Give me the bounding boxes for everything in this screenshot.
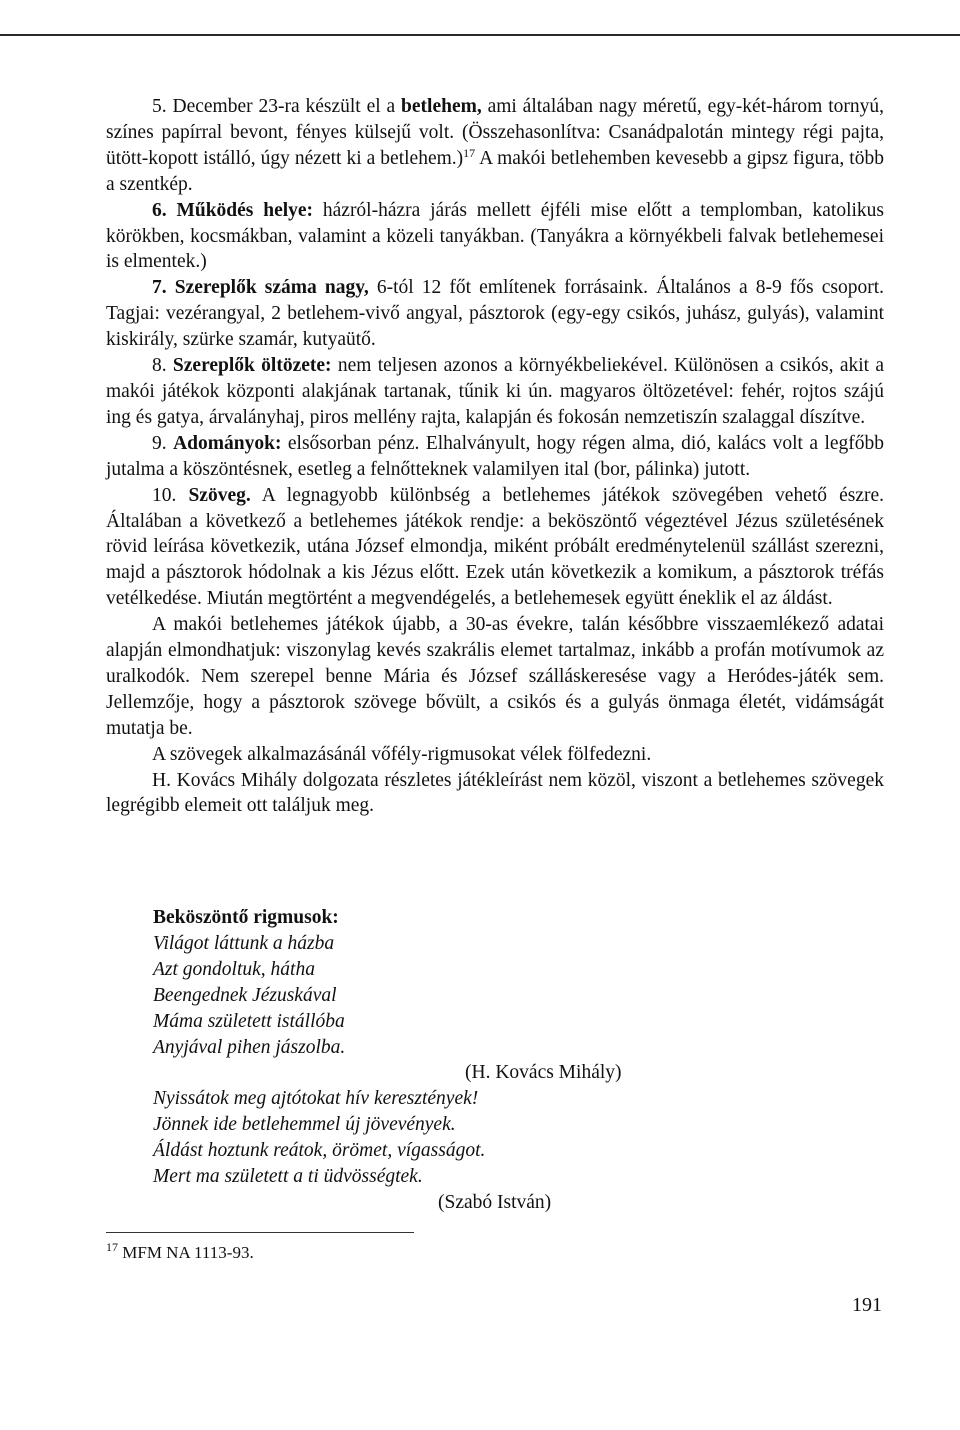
bold-term: Szereplők öltözete:	[172, 355, 332, 377]
bold-term: Adományok:	[173, 432, 282, 454]
verse-line: Máma született istállóba	[153, 1010, 345, 1032]
text-span: nem teljesen azonos a környékbeliekével. Különösen a csikós, akit a makói játékok központi alakjának tartanak, tűnik ki ún. magyaros öltözetével: fehér, rojtos szájú ing és gatya, árvalányhaj, piros mellény rajta, kalapján és fokosán nemzetiszín szalaggal díszítve.	[106, 355, 885, 428]
paragraph-10	[106, 483, 884, 613]
footnote-ref[interactable]: 17	[463, 145, 476, 160]
footnote-rule	[106, 1232, 414, 1233]
text-span: házról-házra járás mellett éjféli mise előtt a templomban, katolikus körökben, kocsmákban, valamint a közeli tanyákban. (Tanyákra a környékbeli falvak betlehemesei is elmentek.)	[106, 199, 884, 273]
text-span: A makói betlehemben kevesebb a gipsz figura, több a szentkép.	[106, 147, 884, 195]
paragraph-9	[106, 431, 884, 483]
verse-line: Mert ma született a ti üdvösségtek.	[153, 1166, 423, 1188]
poem-block	[153, 905, 673, 1216]
poem-attribution: (H. Kovács Mihály)	[465, 1062, 622, 1084]
verse-line: Anyjával pihen jászolba.	[153, 1036, 346, 1058]
bold-term: betlehem,	[401, 96, 482, 117]
page-number: 191	[852, 1294, 882, 1316]
text-span: A legnagyobb különbség a betlehemes játékok szövegében vehető észre. Általában a következő a betlehemes játékok rendje: a beköszöntő végeztével Jézus születésének rövid leírása következik, utána József elmondja, miként próbált eredménytelenül szállást szerezni, majd a pásztorok hódolnak a kis Jézus előtt. Ezek után következik a komikum, a pásztorok tréfás vetélkedése. Miután megtörtént a megvendégelés, a betlehemesek együtt éneklik el az áldást.	[106, 484, 885, 610]
item-number: 8.	[152, 355, 173, 377]
bold-term: 7. Szereplők száma nagy,	[152, 277, 369, 299]
verse-line: Áldást hoztunk reátok, örömet, vígasságot.	[153, 1140, 486, 1162]
footnote-number: 17	[106, 1240, 118, 1254]
verse-line: Nyissátok meg ajtótokat hív keresztények!	[153, 1088, 479, 1110]
text-span: December 23-ra készült el a	[166, 96, 402, 117]
footnote	[106, 1242, 254, 1264]
poem-heading: Beköszöntő rigmusok:	[153, 907, 339, 928]
verse-line: Világot láttunk a házba	[153, 932, 335, 954]
item-number: 9.	[152, 432, 174, 454]
verse-line: Azt gondoltuk, hátha	[153, 958, 315, 980]
footnote-text: MFM NA 1113-93.	[118, 1243, 254, 1262]
bold-term: 6. Működés helye:	[152, 199, 314, 221]
text-span: 6-tól 12 főt említenek forrásaink. Általános a 8-9 fős csoport. Tagjai: vezérangyal, 2 betlehem-vivő angyal, pásztorok (egy-egy csikós, juhász, gulyás), valamint kiskirály, szürke szamár, kutyaütő.	[106, 277, 884, 351]
paragraph-11: A makói betlehemes játékok újabb, a 30-as évekre, talán későbbre visszaemlékező adatai alapján elmondhatjuk: viszonylag kevés szakrális elemet tartalmaz, inkább a profán motívumok az uralkodók. Nem szerepel benne Mária és József szálláskeresése vagy a Heródes-játék sem. Jellemzője, hogy a pásztorok szövege bővült, a csikós és a gulyás önmaga életét, vidámságát mutatja be.	[106, 614, 884, 739]
paragraph-7	[106, 275, 884, 353]
text-span: elsősorban pénz. Elhalványult, hogy régen alma, dió, kalács volt a legfőbb jutalma a köszöntésnek, esetleg a felnőtteknek valamilyen ital (bor, pálinka) jutott.	[106, 432, 885, 480]
text-span: ami általában nagy méretű, egy-két-három tornyú, színes papírral bevont, fényes külsejű volt. (Összehasonlítva: Csanádpalotán mintegy régi pajta, ütött-kopott istálló, úgy nézett ki a betlehem.)	[106, 96, 884, 169]
bold-term: Szöveg.	[188, 484, 251, 506]
body-text	[106, 94, 884, 819]
verse-line: Beengednek Jézuskával	[153, 984, 337, 1006]
paragraph-5	[106, 94, 884, 198]
paragraph-6	[106, 198, 884, 276]
paragraph-8	[106, 353, 884, 431]
poem-attribution: (Szabó István)	[438, 1191, 552, 1213]
item-number: 10.	[152, 484, 189, 506]
verse-line: Jönnek ide betlehemmel új jövevények.	[153, 1114, 456, 1136]
item-number: 5.	[152, 96, 167, 117]
top-rule	[0, 34, 960, 36]
paragraph-13: H. Kovács Mihály dolgozata részletes játékleírást nem közöl, viszont a betlehemes szövegek legrégibb elemeit ott találjuk meg.	[106, 769, 884, 817]
paragraph-12: A szövegek alkalmazásánál vőfély-rigmusokat vélek fölfedezni.	[152, 743, 652, 765]
